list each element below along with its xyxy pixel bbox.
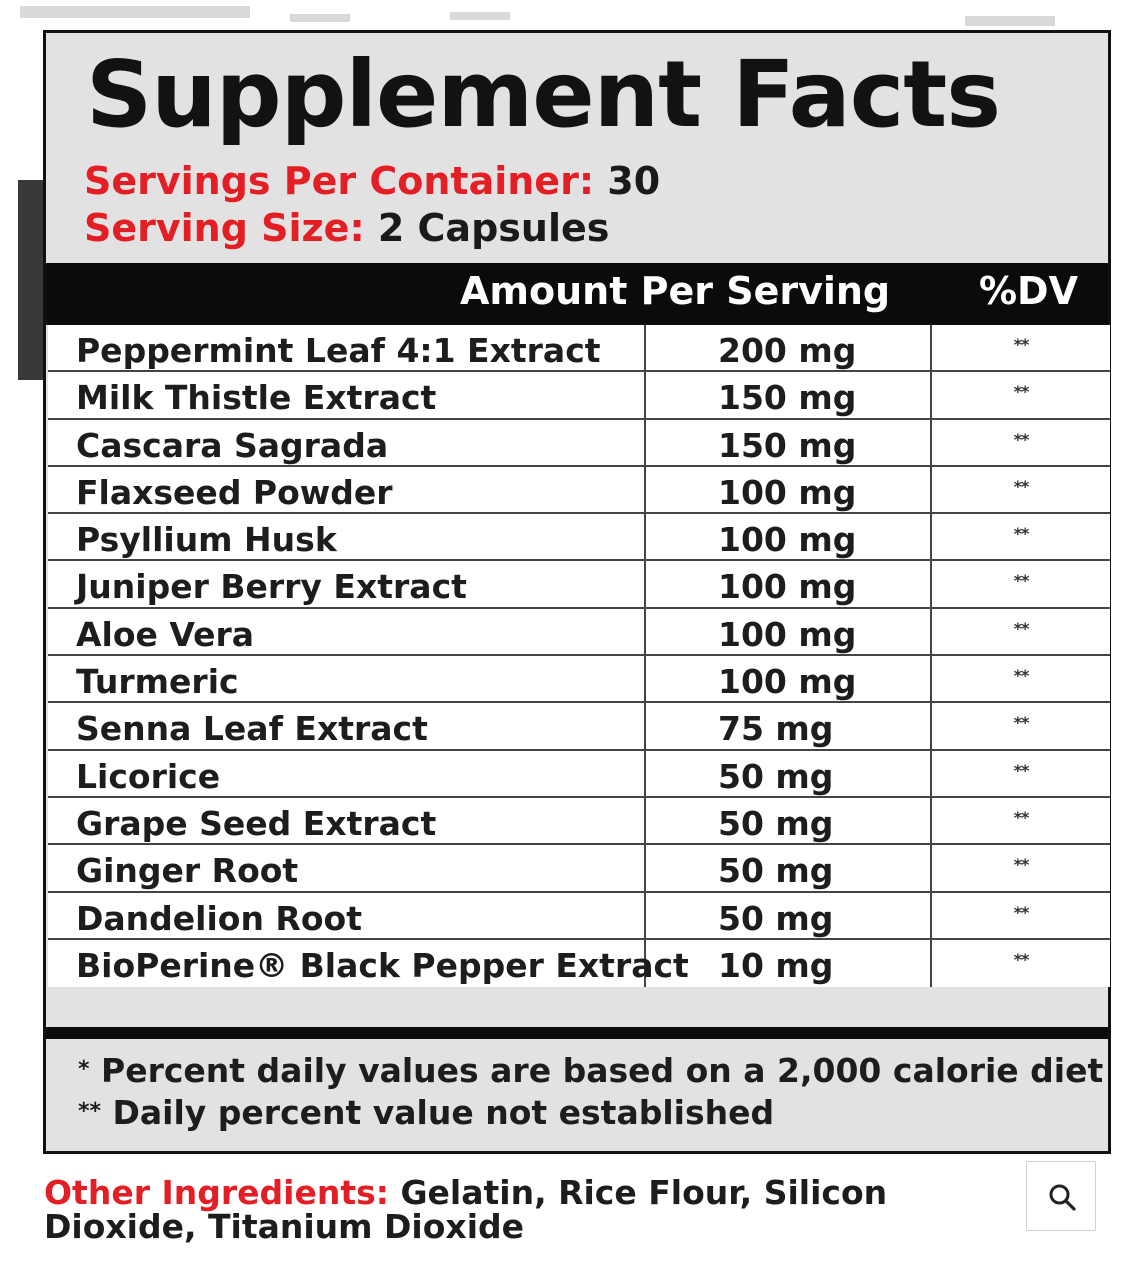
ingredient-dv: ** xyxy=(1013,429,1029,449)
ingredient-amount: 50 mg xyxy=(646,845,932,890)
amount-header: Amount Per Serving xyxy=(460,269,891,313)
table-row xyxy=(48,751,1110,798)
zoom-button[interactable] xyxy=(1026,1161,1096,1231)
table-row xyxy=(48,703,1110,750)
ingredient-dv: ** xyxy=(1013,902,1029,922)
table-row xyxy=(48,372,1110,419)
table-row xyxy=(48,656,1110,703)
table-bottom-bar xyxy=(46,1027,1108,1039)
ingredient-amount: 100 mg xyxy=(646,561,932,606)
search-icon xyxy=(1048,1183,1076,1211)
grunge-mark xyxy=(20,6,250,18)
serving-size-value: 2 Capsules xyxy=(377,206,610,250)
ingredient-amount: 100 mg xyxy=(646,609,932,654)
table-row xyxy=(48,514,1110,561)
footnote-mark: * xyxy=(78,1057,90,1082)
table-header xyxy=(46,263,1108,325)
ingredient-dv: ** xyxy=(1013,618,1029,638)
ingredient-name: Senna Leaf Extract xyxy=(48,703,646,748)
grunge-mark xyxy=(450,12,510,20)
ingredient-amount: 150 mg xyxy=(646,372,932,417)
ingredients-table xyxy=(48,325,1110,987)
servings-per-container-value: 30 xyxy=(607,159,661,203)
ingredient-amount: 100 mg xyxy=(646,514,932,559)
ingredient-name: Licorice xyxy=(48,751,646,796)
ingredient-amount: 50 mg xyxy=(646,751,932,796)
ingredient-dv: ** xyxy=(1013,666,1029,686)
footnote-text: Daily percent value not established xyxy=(112,1093,775,1132)
grunge-mark xyxy=(290,14,350,22)
ingredient-amount: 50 mg xyxy=(646,893,932,938)
ingredient-dv: ** xyxy=(1013,524,1029,544)
ingredient-dv: ** xyxy=(1013,476,1029,496)
footnote-daily-values xyxy=(78,1051,1103,1090)
servings-per-container xyxy=(84,159,660,203)
ingredient-dv: ** xyxy=(1013,855,1029,875)
ingredient-name: Flaxseed Powder xyxy=(48,467,646,512)
serving-size-label: Serving Size: xyxy=(84,206,365,250)
ingredient-name: Turmeric xyxy=(48,656,646,701)
ingredient-name: BioPerine® Black Pepper Extract xyxy=(48,940,646,987)
ingredient-name: Ginger Root xyxy=(48,845,646,890)
ingredient-name: Psyllium Husk xyxy=(48,514,646,559)
ingredient-amount: 10 mg xyxy=(646,940,932,987)
ingredient-dv: ** xyxy=(1013,949,1029,969)
ingredient-dv: ** xyxy=(1013,335,1029,354)
footnote-not-established xyxy=(78,1093,774,1132)
ingredient-name: Juniper Berry Extract xyxy=(48,561,646,606)
ingredient-amount: 100 mg xyxy=(646,467,932,512)
table-row xyxy=(48,609,1110,656)
serving-size xyxy=(84,206,609,250)
ingredient-name: Peppermint Leaf 4:1 Extract xyxy=(48,325,646,370)
ingredient-amount: 100 mg xyxy=(646,656,932,701)
ingredient-name: Aloe Vera xyxy=(48,609,646,654)
panel-title: Supplement Facts xyxy=(86,41,1000,148)
ingredient-amount: 200 mg xyxy=(646,325,932,370)
supplement-facts-panel xyxy=(43,30,1111,1154)
grunge-mark xyxy=(18,180,44,380)
other-ingredients xyxy=(44,1173,1004,1246)
footnote-text: Percent daily values are based on a 2,000 calorie diet xyxy=(101,1051,1104,1090)
table-row xyxy=(48,940,1110,987)
table-row xyxy=(48,845,1110,892)
table-row xyxy=(48,325,1110,372)
ingredient-amount: 75 mg xyxy=(646,703,932,748)
table-row xyxy=(48,893,1110,940)
other-ingredients-label: Other Ingredients: xyxy=(44,1173,389,1212)
table-row xyxy=(48,561,1110,608)
ingredient-name: Milk Thistle Extract xyxy=(48,372,646,417)
dv-header: %DV xyxy=(978,269,1078,313)
table-row xyxy=(48,467,1110,514)
grunge-mark xyxy=(965,16,1055,26)
table-row xyxy=(48,420,1110,467)
ingredient-amount: 150 mg xyxy=(646,420,932,465)
ingredient-dv: ** xyxy=(1013,760,1029,780)
other-ingredients-value: Gelatin, Rice Flour, Silicon Dioxide, Titanium Dioxide xyxy=(44,1173,888,1246)
footnote-mark: ** xyxy=(78,1099,102,1124)
ingredient-dv: ** xyxy=(1013,713,1029,733)
ingredient-name: Cascara Sagrada xyxy=(48,420,646,465)
ingredient-dv: ** xyxy=(1013,571,1029,591)
ingredient-amount: 50 mg xyxy=(646,798,932,843)
ingredient-dv: ** xyxy=(1013,807,1029,827)
ingredient-name: Dandelion Root xyxy=(48,893,646,938)
ingredient-dv: ** xyxy=(1013,382,1029,402)
table-row xyxy=(48,798,1110,845)
servings-per-container-label: Servings Per Container: xyxy=(84,159,595,203)
ingredient-name: Grape Seed Extract xyxy=(48,798,646,843)
